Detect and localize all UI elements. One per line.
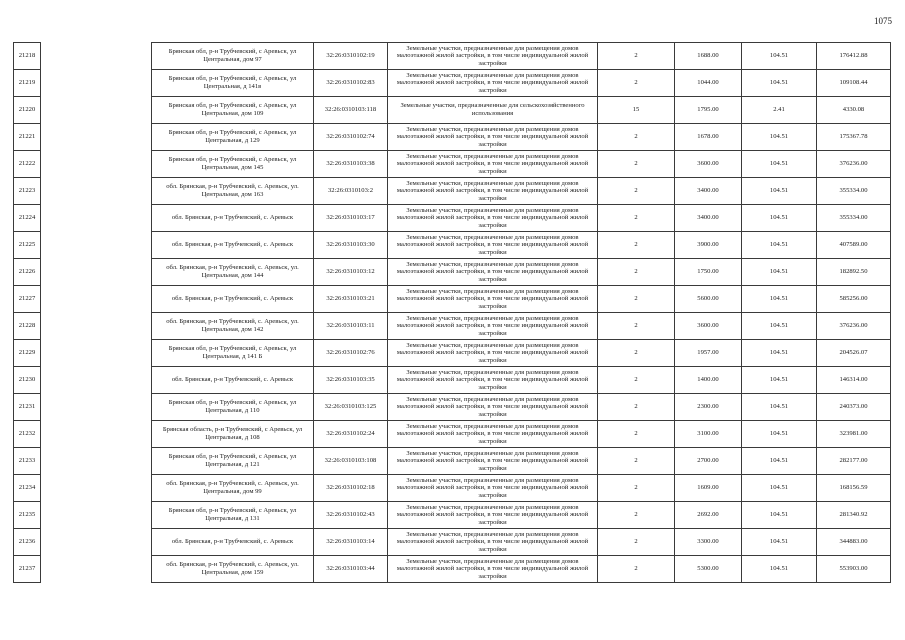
cadastral-value-cell: 323981.00 — [817, 421, 891, 448]
cadastral-number-cell: 32:26:0310102:24 — [314, 421, 388, 448]
cadastral-value-cell: 168156.59 — [817, 475, 891, 502]
group-cell: 2 — [598, 394, 675, 421]
cadastral-number-cell: 32:26:0310102:83 — [314, 70, 388, 97]
table-row — [14, 367, 891, 394]
cadastral-value-cell: 344883.00 — [817, 529, 891, 556]
row-number-cell: 21232 — [14, 421, 41, 448]
area-cell: 3300.00 — [675, 529, 742, 556]
table-row — [14, 502, 891, 529]
spacer-cell — [41, 421, 152, 448]
land-use-cell: Земельные участки, предназначенные для размещения домов малоэтажной жилой застройки, в том числе индивидуальной жилой застройки — [388, 232, 598, 259]
cadastral-number-cell: 32:26:0310103:38 — [314, 151, 388, 178]
spacer-cell — [41, 448, 152, 475]
group-cell: 2 — [598, 313, 675, 340]
spacer-cell — [41, 313, 152, 340]
cadastral-value-cell: 175367.78 — [817, 124, 891, 151]
area-cell: 2300.00 — [675, 394, 742, 421]
spacer-cell — [41, 367, 152, 394]
spacer-cell — [41, 232, 152, 259]
land-use-cell: Земельные участки, предназначенные для размещения домов малоэтажной жилой застройки, в том числе индивидуальной жилой застройки — [388, 475, 598, 502]
group-cell: 2 — [598, 70, 675, 97]
cadastral-value-cell: 355334.00 — [817, 178, 891, 205]
table-row — [14, 448, 891, 475]
group-cell: 2 — [598, 205, 675, 232]
land-use-cell: Земельные участки, предназначенные для размещения домов малоэтажной жилой застройки, в том числе индивидуальной жилой застройки — [388, 421, 598, 448]
land-use-cell: Земельные участки, предназначенные для размещения домов малоэтажной жилой застройки, в том числе индивидуальной жилой застройки — [388, 151, 598, 178]
land-use-cell: Земельные участки, предназначенные для размещения домов малоэтажной жилой застройки, в том числе индивидуальной жилой застройки — [388, 529, 598, 556]
specific-value-cell: 104.51 — [742, 448, 817, 475]
cadastral-number-cell: 32:26:0310103:2 — [314, 178, 388, 205]
row-number-cell: 21235 — [14, 502, 41, 529]
spacer-cell — [41, 43, 152, 70]
row-number-cell: 21220 — [14, 97, 41, 124]
land-use-cell: Земельные участки, предназначенные для размещения домов малоэтажной жилой застройки, в том числе индивидуальной жилой застройки — [388, 70, 598, 97]
area-cell: 1609.00 — [675, 475, 742, 502]
table-row — [14, 70, 891, 97]
spacer-cell — [41, 151, 152, 178]
row-number-cell: 21237 — [14, 556, 41, 583]
table-row — [14, 178, 891, 205]
land-use-cell: Земельные участки, предназначенные для размещения домов малоэтажной жилой застройки, в том числе индивидуальной жилой застройки — [388, 178, 598, 205]
cadastral-number-cell: 32:26:0310102:74 — [314, 124, 388, 151]
land-use-cell: Земельные участки, предназначенные для размещения домов малоэтажной жилой застройки, в том числе индивидуальной жилой застройки — [388, 340, 598, 367]
spacer-cell — [41, 286, 152, 313]
row-number-cell: 21229 — [14, 340, 41, 367]
cadastral-value-cell: 240373.00 — [817, 394, 891, 421]
cadastral-value-cell: 282177.00 — [817, 448, 891, 475]
table-body — [14, 43, 891, 583]
table-row — [14, 313, 891, 340]
spacer-cell — [41, 178, 152, 205]
table-row — [14, 394, 891, 421]
area-cell: 1688.00 — [675, 43, 742, 70]
table-row — [14, 97, 891, 124]
address-cell: обл. Брянская, р-н Трубчевский, с. Аревьск, ул. Центральная, дом 99 — [152, 475, 314, 502]
row-number-cell: 21231 — [14, 394, 41, 421]
cadastral-number-cell: 32:26:0310103:118 — [314, 97, 388, 124]
table-row — [14, 340, 891, 367]
group-cell: 2 — [598, 421, 675, 448]
spacer-cell — [41, 394, 152, 421]
row-number-cell: 21225 — [14, 232, 41, 259]
specific-value-cell: 104.51 — [742, 556, 817, 583]
area-cell: 3400.00 — [675, 205, 742, 232]
specific-value-cell: 2.41 — [742, 97, 817, 124]
spacer-cell — [41, 475, 152, 502]
group-cell: 2 — [598, 556, 675, 583]
cadastral-number-cell: 32:26:0310102:19 — [314, 43, 388, 70]
address-cell: обл. Брянская, р-н Трубчевский, с. Аревьск — [152, 232, 314, 259]
cadastral-number-cell: 32:26:0310103:35 — [314, 367, 388, 394]
cadastral-value-cell: 204526.07 — [817, 340, 891, 367]
row-number-cell: 21228 — [14, 313, 41, 340]
cadastral-number-cell: 32:26:0310102:43 — [314, 502, 388, 529]
address-cell: Брянская обл, р-н Трубчевский, с Аревьск, ул Центральная, д 141 Б — [152, 340, 314, 367]
group-cell: 2 — [598, 259, 675, 286]
spacer-cell — [41, 556, 152, 583]
cadastral-number-cell: 32:26:0310103:30 — [314, 232, 388, 259]
address-cell: обл. Брянская, р-н Трубчевский, с. Аревьск, ул. Центральная, дом 142 — [152, 313, 314, 340]
land-use-cell: Земельные участки, предназначенные для размещения домов малоэтажной жилой застройки, в том числе индивидуальной жилой застройки — [388, 556, 598, 583]
cadastral-value-cell: 407589.00 — [817, 232, 891, 259]
specific-value-cell: 104.51 — [742, 178, 817, 205]
row-number-cell: 21233 — [14, 448, 41, 475]
group-cell: 2 — [598, 124, 675, 151]
table-row — [14, 205, 891, 232]
table-row — [14, 259, 891, 286]
cadastral-number-cell: 32:26:0310103:14 — [314, 529, 388, 556]
specific-value-cell: 104.51 — [742, 205, 817, 232]
address-cell: Брянская обл, р-н Трубчевский, с Аревьск, ул Центральная, д 141в — [152, 70, 314, 97]
cadastral-number-cell: 32:26:0310102:76 — [314, 340, 388, 367]
page-number: 1075 — [874, 16, 892, 26]
land-use-cell: Земельные участки, предназначенные для размещения домов малоэтажной жилой застройки, в том числе индивидуальной жилой застройки — [388, 124, 598, 151]
specific-value-cell: 104.51 — [742, 529, 817, 556]
cadastral-number-cell: 32:26:0310103:12 — [314, 259, 388, 286]
specific-value-cell: 104.51 — [742, 70, 817, 97]
table-row — [14, 151, 891, 178]
row-number-cell: 21227 — [14, 286, 41, 313]
group-cell: 2 — [598, 178, 675, 205]
address-cell: обл. Брянская, р-н Трубчевский, с. Аревьск — [152, 367, 314, 394]
land-use-cell: Земельные участки, предназначенные для размещения домов малоэтажной жилой застройки, в том числе индивидуальной жилой застройки — [388, 205, 598, 232]
area-cell: 2692.00 — [675, 502, 742, 529]
spacer-cell — [41, 70, 152, 97]
row-number-cell: 21219 — [14, 70, 41, 97]
address-cell: обл. Брянская, р-н Трубчевский, с. Аревьск — [152, 205, 314, 232]
cadastral-number-cell: 32:26:0310103:108 — [314, 448, 388, 475]
cadastral-number-cell: 32:26:0310103:21 — [314, 286, 388, 313]
land-use-cell: Земельные участки, предназначенные для размещения домов малоэтажной жилой застройки, в том числе индивидуальной жилой застройки — [388, 394, 598, 421]
address-cell: Брянская обл, р-н Трубчевский, с Аревьск, ул Центральная, д 131 — [152, 502, 314, 529]
group-cell: 2 — [598, 448, 675, 475]
row-number-cell: 21224 — [14, 205, 41, 232]
cadastral-number-cell: 32:26:0310103:125 — [314, 394, 388, 421]
group-cell: 2 — [598, 286, 675, 313]
land-use-cell: Земельные участки, предназначенные для размещения домов малоэтажной жилой застройки, в том числе индивидуальной жилой застройки — [388, 502, 598, 529]
address-cell: Брянская обл, р-н Трубчевский, с Аревьск, ул Центральная, д 121 — [152, 448, 314, 475]
land-use-cell: Земельные участки, предназначенные для сельскохозяйственного использования — [388, 97, 598, 124]
spacer-cell — [41, 259, 152, 286]
specific-value-cell: 104.51 — [742, 286, 817, 313]
address-cell: Брянская обл, р-н Трубчевский, с Аревьск, ул Центральная, дом 109 — [152, 97, 314, 124]
area-cell: 1957.00 — [675, 340, 742, 367]
group-cell: 2 — [598, 367, 675, 394]
table-row — [14, 421, 891, 448]
area-cell: 1400.00 — [675, 367, 742, 394]
area-cell: 1678.00 — [675, 124, 742, 151]
address-cell: Брянская обл, р-н Трубчевский, с Аревьск, ул Центральная, д 110 — [152, 394, 314, 421]
group-cell: 2 — [598, 232, 675, 259]
cadastral-value-cell: 182892.50 — [817, 259, 891, 286]
specific-value-cell: 104.51 — [742, 394, 817, 421]
row-number-cell: 21226 — [14, 259, 41, 286]
table-row — [14, 556, 891, 583]
row-number-cell: 21222 — [14, 151, 41, 178]
land-use-cell: Земельные участки, предназначенные для размещения домов малоэтажной жилой застройки, в том числе индивидуальной жилой застройки — [388, 43, 598, 70]
group-cell: 2 — [598, 529, 675, 556]
area-cell: 1795.00 — [675, 97, 742, 124]
cadastral-number-cell: 32:26:0310103:17 — [314, 205, 388, 232]
address-cell: Брянская обл, р-н Трубчевский, с Аревьск, ул Центральная, дом 97 — [152, 43, 314, 70]
area-cell: 3100.00 — [675, 421, 742, 448]
area-cell: 3600.00 — [675, 313, 742, 340]
specific-value-cell: 104.51 — [742, 43, 817, 70]
cadastral-value-cell: 146314.00 — [817, 367, 891, 394]
cadastral-number-cell: 32:26:0310103:44 — [314, 556, 388, 583]
address-cell: обл. Брянская, р-н Трубчевский, с. Аревьск, ул. Центральная, дом 163 — [152, 178, 314, 205]
table-row — [14, 529, 891, 556]
row-number-cell: 21230 — [14, 367, 41, 394]
area-cell: 1750.00 — [675, 259, 742, 286]
address-cell: обл. Брянская, р-н Трубчевский, с. Аревьск — [152, 286, 314, 313]
spacer-cell — [41, 529, 152, 556]
group-cell: 2 — [598, 502, 675, 529]
area-cell: 1044.00 — [675, 70, 742, 97]
cadastral-value-cell: 109108.44 — [817, 70, 891, 97]
spacer-cell — [41, 205, 152, 232]
group-cell: 2 — [598, 475, 675, 502]
cadastral-number-cell: 32:26:0310103:11 — [314, 313, 388, 340]
land-use-cell: Земельные участки, предназначенные для размещения домов малоэтажной жилой застройки, в том числе индивидуальной жилой застройки — [388, 286, 598, 313]
specific-value-cell: 104.51 — [742, 259, 817, 286]
area-cell: 5600.00 — [675, 286, 742, 313]
table-row — [14, 124, 891, 151]
area-cell: 3400.00 — [675, 178, 742, 205]
cadastral-value-cell: 553903.00 — [817, 556, 891, 583]
cadastral-value-cell: 355334.00 — [817, 205, 891, 232]
row-number-cell: 21236 — [14, 529, 41, 556]
row-number-cell: 21221 — [14, 124, 41, 151]
area-cell: 5300.00 — [675, 556, 742, 583]
cadastral-value-table — [13, 42, 891, 583]
address-cell: Брянская обл, р-н Трубчевский, с Аревьск, ул Центральная, дом 145 — [152, 151, 314, 178]
address-cell: Брянская область, р-н Трубчевский, с Аревьск, ул Центральная, д 108 — [152, 421, 314, 448]
specific-value-cell: 104.51 — [742, 475, 817, 502]
address-cell: обл. Брянская, р-н Трубчевский, с. Аревьск — [152, 529, 314, 556]
group-cell: 2 — [598, 151, 675, 178]
specific-value-cell: 104.51 — [742, 151, 817, 178]
row-number-cell: 21218 — [14, 43, 41, 70]
row-number-cell: 21234 — [14, 475, 41, 502]
specific-value-cell: 104.51 — [742, 340, 817, 367]
group-cell: 2 — [598, 43, 675, 70]
land-use-cell: Земельные участки, предназначенные для размещения домов малоэтажной жилой застройки, в том числе индивидуальной жилой застройки — [388, 367, 598, 394]
table-row — [14, 43, 891, 70]
specific-value-cell: 104.51 — [742, 124, 817, 151]
cadastral-value-cell: 585256.00 — [817, 286, 891, 313]
specific-value-cell: 104.51 — [742, 421, 817, 448]
group-cell: 15 — [598, 97, 675, 124]
area-cell: 3900.00 — [675, 232, 742, 259]
table-row — [14, 475, 891, 502]
address-cell: обл. Брянская, р-н Трубчевский, с. Аревьск, ул. Центральная, дом 159 — [152, 556, 314, 583]
land-use-cell: Земельные участки, предназначенные для размещения домов малоэтажной жилой застройки, в том числе индивидуальной жилой застройки — [388, 259, 598, 286]
area-cell: 2700.00 — [675, 448, 742, 475]
specific-value-cell: 104.51 — [742, 502, 817, 529]
address-cell: Брянская обл, р-н Трубчевский, с Аревьск, ул Центральная, д 129 — [152, 124, 314, 151]
row-number-cell: 21223 — [14, 178, 41, 205]
cadastral-value-cell: 281340.92 — [817, 502, 891, 529]
cadastral-value-cell: 4330.08 — [817, 97, 891, 124]
table-row — [14, 232, 891, 259]
spacer-cell — [41, 340, 152, 367]
group-cell: 2 — [598, 340, 675, 367]
specific-value-cell: 104.51 — [742, 313, 817, 340]
land-use-cell: Земельные участки, предназначенные для размещения домов малоэтажной жилой застройки, в том числе индивидуальной жилой застройки — [388, 313, 598, 340]
land-use-cell: Земельные участки, предназначенные для размещения домов малоэтажной жилой застройки, в том числе индивидуальной жилой застройки — [388, 448, 598, 475]
spacer-cell — [41, 502, 152, 529]
specific-value-cell: 104.51 — [742, 232, 817, 259]
area-cell: 3600.00 — [675, 151, 742, 178]
specific-value-cell: 104.51 — [742, 367, 817, 394]
table-row — [14, 286, 891, 313]
spacer-cell — [41, 124, 152, 151]
cadastral-value-cell: 176412.88 — [817, 43, 891, 70]
cadastral-value-cell: 376236.00 — [817, 151, 891, 178]
spacer-cell — [41, 97, 152, 124]
cadastral-value-cell: 376236.00 — [817, 313, 891, 340]
cadastral-number-cell: 32:26:0310102:18 — [314, 475, 388, 502]
address-cell: обл. Брянская, р-н Трубчевский, с. Аревьск, ул. Центральная, дом 144 — [152, 259, 314, 286]
